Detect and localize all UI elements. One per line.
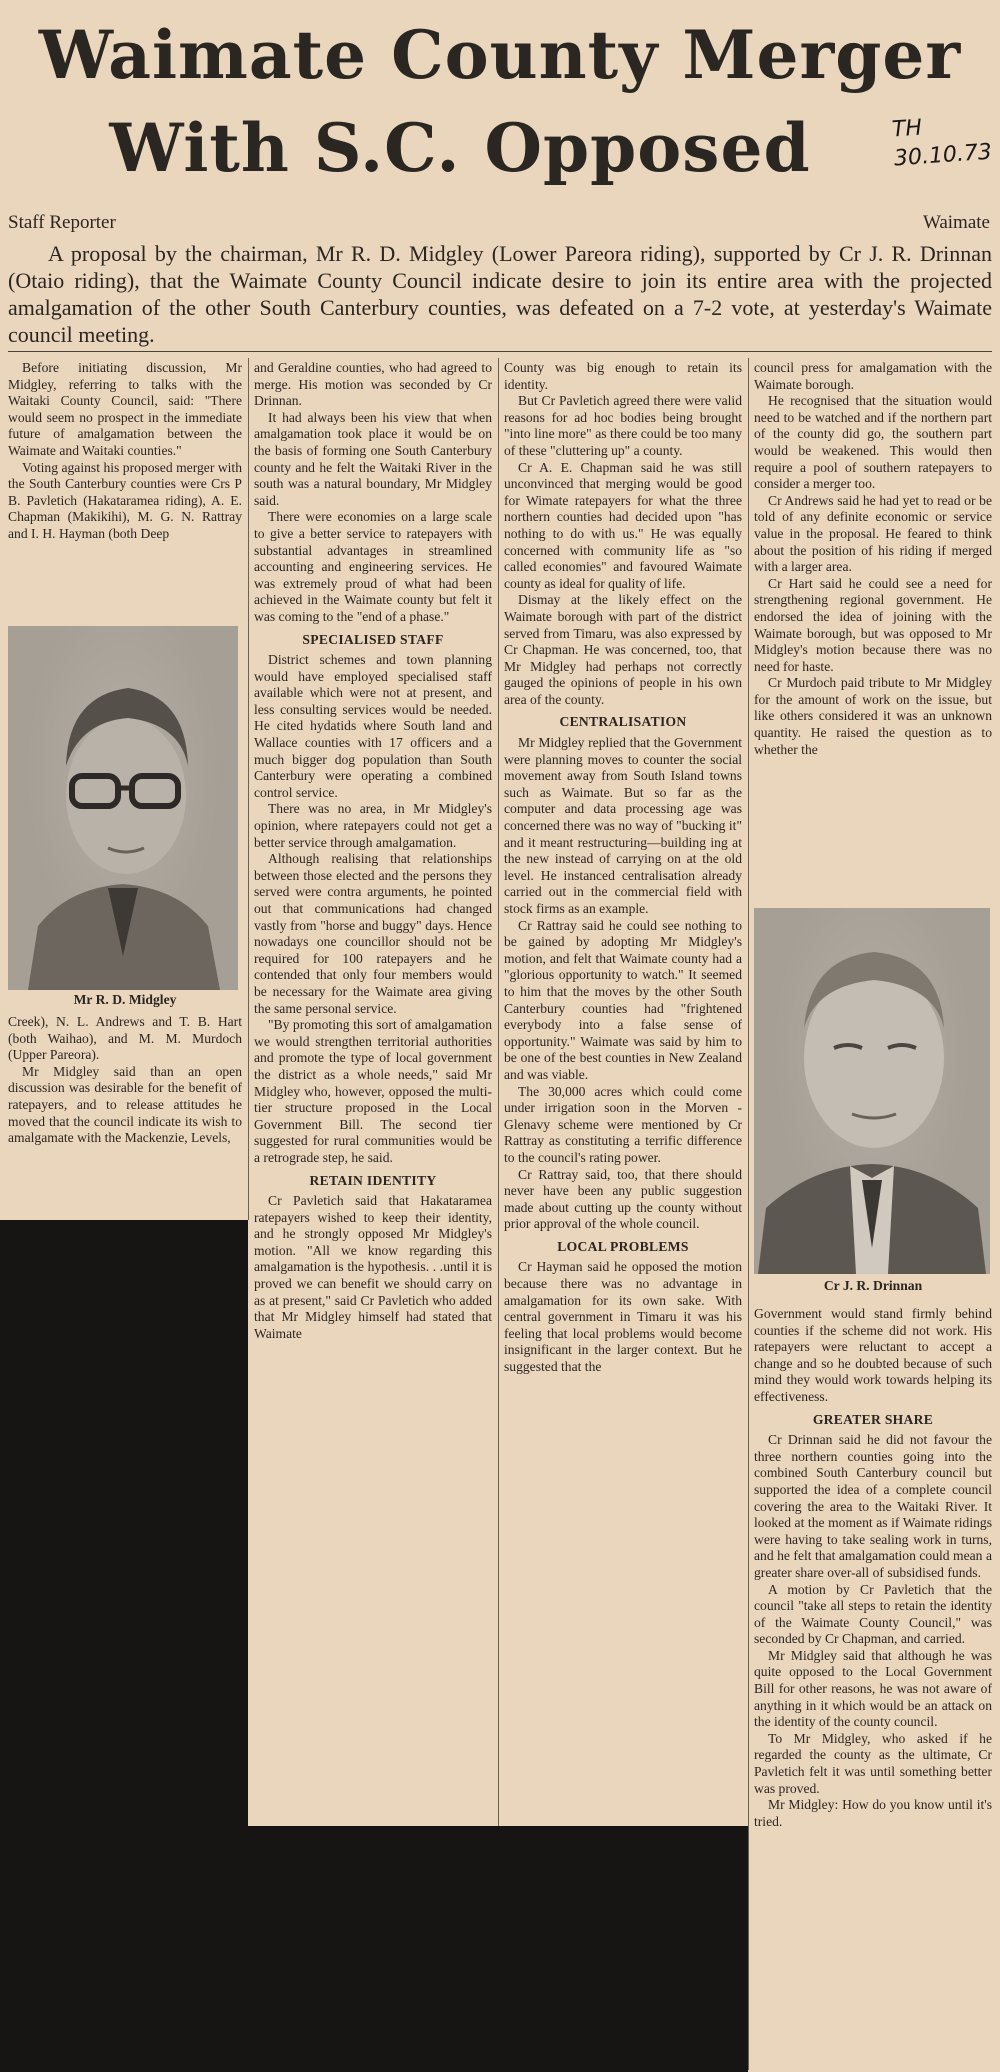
paragraph: Cr Drinnan said he did not favour the three northern counties going into the combined South Canterbury council but supported the idea of a complete council covering the area to the Waitaki River. It looked at the moment as if Waimate ridings were having to take sealing work in turns, and he felt that amalgamation could mean a greater share over-all of subsidised funds.	[754, 1432, 992, 1580]
portrait-silhouette	[8, 626, 238, 990]
paragraph: Cr A. E. Chapman said he was still unconvinced that merging would be good for Wimate ratepayers for what the three northern counties had decided upon "has nothing to do with us." He was equally concerned with community life as "so called economies" and favoured Waimate county as ideal for quality of life.	[504, 459, 742, 591]
midgley-portrait-photo	[8, 626, 238, 990]
column-1-top	[8, 360, 242, 624]
paragraph: Mr Midgley said that although he was quite opposed to the Local Government Bill for other reasons, he was not aware of anything in it which would be an attack on the identity of the county council.	[754, 1647, 992, 1730]
byline-reporter: Staff Reporter	[8, 212, 116, 233]
intro-paragraph	[8, 240, 992, 352]
headline-line-2: With S.C. Opposed	[109, 109, 811, 187]
paragraph: Mr Midgley: How do you know until it's tried.	[754, 1797, 992, 1829]
subheading-retain-identity: RETAIN IDENTITY	[309, 1172, 437, 1188]
paragraph: Cr Rattray said he could see nothing to be gained by adopting Mr Midgley's motion, and felt that Waimate county had a "glorious opportunity to watch." It seemed to him that the moves by the other South Canterbury counties had "frightened everybody into a false sense of opportunity." Waimate was said by him to be one of the best counties in New Zealand and was viable.	[504, 917, 742, 1082]
photo-caption-drinnan: Cr J. R. Drinnan	[823, 1278, 923, 1293]
column-rule-2	[498, 358, 499, 1826]
paragraph: District schemes and town planning would have employed specialised staff available which were not at present, and less consulting services would be needed. He cited hydatids where South land and Wallace counties with 17 officers and a much bigger dog population than South Canterbury were operating a combined control service.	[254, 652, 492, 800]
paragraph: A motion by Cr Pavletich that the council "take all steps to retain the identity of the Waimate County Council," was seconded by Cr Chapman, and carried.	[754, 1581, 992, 1647]
paragraph: County was big enough to retain its identity.	[504, 360, 742, 392]
paragraph: Mr Midgley replied that the Government were planning moves to counter the social movement away from South Island towns such as Waimate. But so far as the computer and data processing age was concerned there was no way of "bucking it" and it meant restructuring—building ing at the new instead of carrying on at the old level. He instanced centralisation already carried out in the commercial field with stock firms as an example.	[504, 735, 742, 916]
paragraph: Dismay at the likely effect on the Waimate borough with part of the district served from Timaru, was also expressed by Cr Chapman. He was concerned, too, that Mr Midgley had perhaps not correctly gauged the opinions of people in his own area of the county.	[504, 592, 742, 707]
subheading-specialised-staff: SPECIALISED STAFF	[302, 631, 444, 647]
headline-line-1: Waimate County Merger	[38, 16, 962, 94]
paragraph: The 30,000 acres which could come under irrigation soon in the Morven - Glenavy scheme were mentioned by Cr Rattray as constituting a terrific difference to the council's rating power.	[504, 1083, 742, 1165]
handwritten-initials: TH	[891, 115, 923, 143]
paragraph: Cr Andrews said he had yet to read or be told of any definite economic or service value in the proposal. He feared to think about the position of his riding if merged with a larger area.	[754, 492, 992, 575]
column-2	[254, 360, 492, 1820]
drinnan-portrait-photo	[754, 908, 990, 1274]
paragraph: Before initiating discussion, Mr Midgley, referring to talks with the Waitaki County Council, said: "There would seem no prospect in the immediate future of amalgamation between the Waimate and Waitaki counties."	[8, 360, 242, 458]
column-1-bottom	[8, 1014, 242, 1220]
handwritten-date: 30.10.73	[893, 139, 993, 172]
paragraph: Mr Midgley said than an open discussion was desirable for the benefit of ratepayers, and to release attitudes he moved that the council indicate its wish to amalgamate with the Mackenzie, Levels,	[8, 1063, 242, 1146]
paragraph: There was no area, in Mr Midgley's opinion, where ratepayers could not get a better service through amalgamation.	[254, 801, 492, 850]
paragraph: Voting against his proposed merger with the South Canterbury counties were Crs P B. Pavletich (Hakataramea riding), A. E. Chapman (Makikihi), M. G. N. Rattray and I. H. Hayman (both Deep	[8, 459, 242, 541]
paragraph: He recognised that the situation would need to be watched and if the northern part of the county did go, the southern part would be weakened. This would then require a pool of southern ratepayers to consider a merger too.	[754, 393, 992, 492]
intro-text: A proposal by the chairman, Mr R. D. Midgley (Lower Pareora riding), supported by Cr J. R. Drinnan (Otaio riding), that the Waimate County Council indicate desire to join its entire area with the projected amalgamation of the other South Canterbury counties, was defeated on a 7-2 vote, at yesterday's Waimate council meeting.	[8, 241, 992, 347]
paragraph: There were economies on a large scale to give a better service to ratepayers with substantial advantages in streamlined accounting and engineering services. He was extremely proud of what had been achieved in the Waimate county but felt it was coming to the "end of a phase."	[254, 509, 492, 624]
byline-place: Waimate	[922, 212, 990, 233]
column-3	[504, 360, 742, 1820]
paragraph: and Geraldine counties, who had agreed to merge. His motion was seconded by Cr Drinnan.	[254, 360, 492, 409]
paragraph: Cr Hayman said he opposed the motion because there was no advantage in amalgamation for its own sake. With central government in Timaru it was his feeling that local problems would become insignificant in the larger context. But he suggested that the	[504, 1259, 742, 1375]
paragraph: Government would stand firmly behind counties if the scheme did not work. His ratepayers were reluctant to accept a change and so he doubted because of such mind they would work towards helping its effectiveness.	[754, 1306, 992, 1404]
column-rule-1	[248, 358, 249, 1220]
paragraph: Cr Pavletich said that Hakataramea ratepayers wished to keep their identity, and he strongly opposed Mr Midgley's motion. "All we know regarding this amalgamation is the hypothesis. . .until it is proved we can benefit we should carry on as at present," said Cr Pavletich who added that Mr Midgley himself had stated that Waimate	[254, 1193, 492, 1341]
paragraph: council press for amalgamation with the Waimate borough.	[754, 360, 992, 392]
paragraph: Cr Murdoch paid tribute to Mr Midgley for the amount of work on the issue, but like others considered it was an unknown quantity. He raised the question as to whether the	[754, 675, 992, 757]
handwritten-annotation	[891, 110, 995, 174]
photo-caption-midgley: Mr R. D. Midgley	[73, 992, 177, 1007]
paragraph: Creek), N. L. Andrews and T. B. Hart (both Waihao), and M. M. Murdoch (Upper Pareora).	[8, 1014, 242, 1063]
subheading-greater-share: GREATER SHARE	[812, 1411, 934, 1427]
portrait-silhouette	[754, 908, 990, 1274]
paragraph: But Cr Pavletich agreed there were valid reasons for ad hoc bodies being brought "into line more" as there could be too many of these "cluttering up" a county.	[504, 393, 742, 458]
paragraph: Although realising that relationships between those elected and the persons they served were contra arguments, he pointed out that communications had changed vastly from "horse and buggy" days. Hence nowadays one councillor should not be required for 100 ratepayers and he contended that only four members would be necessary for the Waimate area giving the same personal service.	[254, 851, 492, 1016]
subheading-local-problems: LOCAL PROBLEMS	[557, 1238, 689, 1254]
column-rule-3	[748, 358, 749, 2070]
subheading-centralisation: CENTRALISATION	[559, 714, 687, 730]
paragraph: Cr Rattray said, too, that there should never have been any public suggestion made about cutting up the county without prior approval of the whole council.	[504, 1166, 742, 1232]
paragraph: Cr Hart said he could see a need for strengthening regional government. He endorsed the idea of joining with the Waimate borough, but was opposed to Mr Midgley's motion because there was no need for haste.	[754, 575, 992, 674]
paragraph: To Mr Midgley, who asked if he regarded the county as the ultimate, Cr Pavletich felt it was until something better was proved.	[754, 1730, 992, 1796]
paragraph: "By promoting this sort of amalgamation we would strengthen territorial authorities and promote the type of local government the district as a whole needs," said Mr Midgley who, however, opposed the multi-tier structure proposed in the Local Government Bill. The second tier suggested for rural communities would be a retrograde step, he said.	[254, 1017, 492, 1165]
column-4-bottom	[754, 1306, 992, 2068]
column-4-top	[754, 360, 992, 904]
paragraph: It had always been his view that when amalgamation took place it would be on the basis of forming one South Canterbury county and he felt the Waitaki River in the south was a natural boundary, Mr Midgley said.	[254, 409, 492, 508]
